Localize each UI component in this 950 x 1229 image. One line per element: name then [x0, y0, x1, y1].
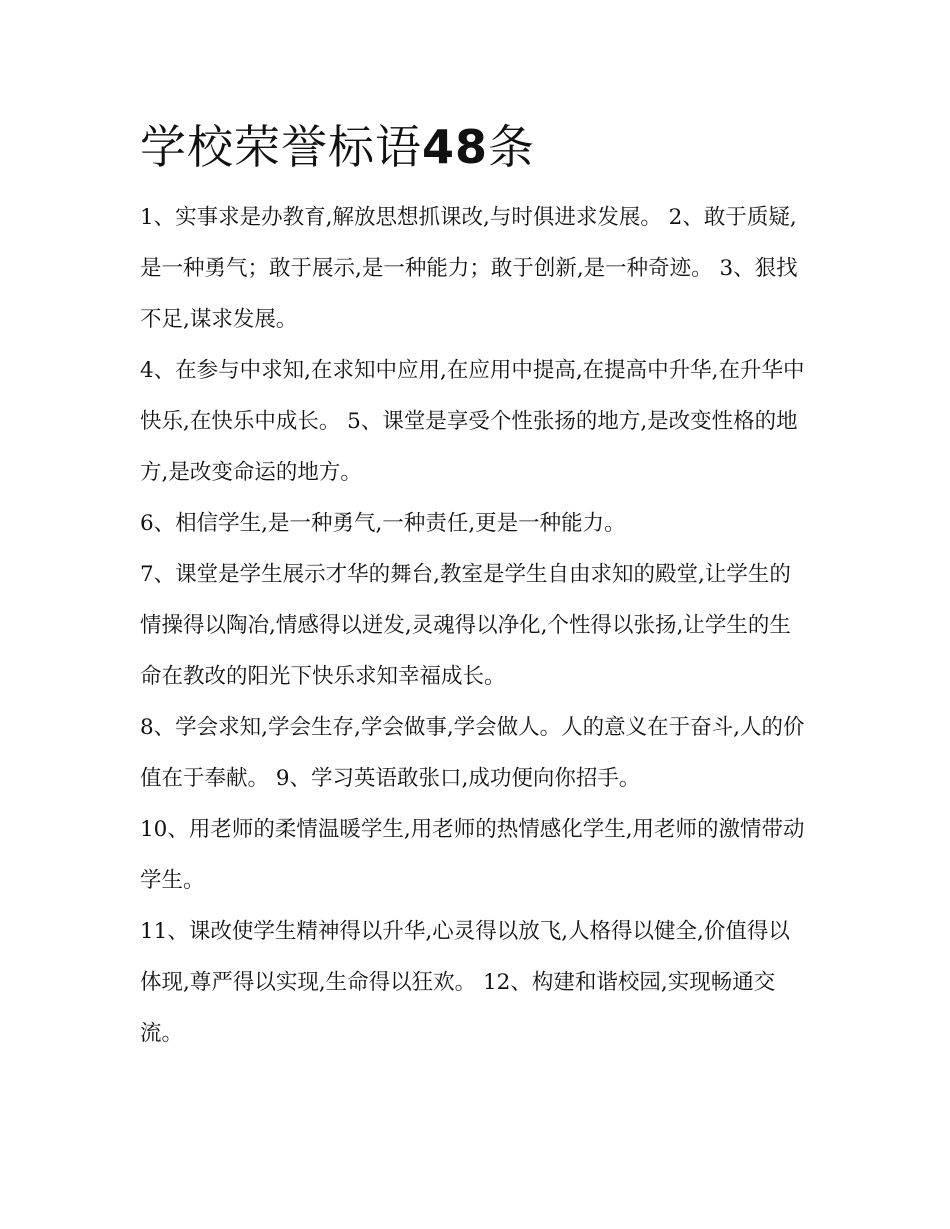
document-page: [140, 0, 808, 1059]
slogan-paragraph-7: 11、课改使学生精神得以升华,心灵得以放飞,人格得以健全,价值得以体现,尊严得以实现,生命得以狂欢。 12、构建和谐校园,实现畅通交流。: [140, 919, 790, 1046]
slogan-paragraph-3: 6、相信学生,是一种勇气,一种责任,更是一种能力。: [140, 511, 626, 536]
slogan-list: [140, 192, 808, 1059]
title-suffix: 条: [488, 120, 536, 174]
page-title: [140, 112, 808, 182]
slogan-paragraph-5: 8、学会求知,学会生存,学会做事,学会做人。人的意义在于奋斗,人的价值在于奉献。 9、学习英语敢张口,成功便向你招手。: [140, 715, 805, 791]
title-prefix: 学校荣誉标语: [140, 120, 422, 174]
slogan-paragraph-4: 7、课堂是学生展示才华的舞台,教室是学生自由求知的殿堂,让学生的情操得以陶冶,情感得以迸发,灵魂得以净化,个性得以张扬,让学生的生命在教改的阳光下快乐求知幸福成长。: [140, 562, 791, 689]
slogan-paragraph-1: 1、实事求是办教育,解放思想抓课改,与时俱进求发展。 2、敢于质疑,是一种勇气；敢于展示,是一种能力；敢于创新,是一种奇迹。 3、狠找不足,谋求发展。: [140, 205, 798, 332]
slogan-paragraph-6: 10、用老师的柔情温暖学生,用老师的热情感化学生,用老师的激情带动学生。: [140, 817, 805, 893]
slogan-paragraph-2: 4、在参与中求知,在求知中应用,在应用中提高,在提高中升华,在升华中快乐,在快乐中成长。 5、课堂是享受个性张扬的地方,是改变性格的地方,是改变命运的地方。: [140, 358, 805, 485]
title-number: 48: [422, 120, 489, 174]
